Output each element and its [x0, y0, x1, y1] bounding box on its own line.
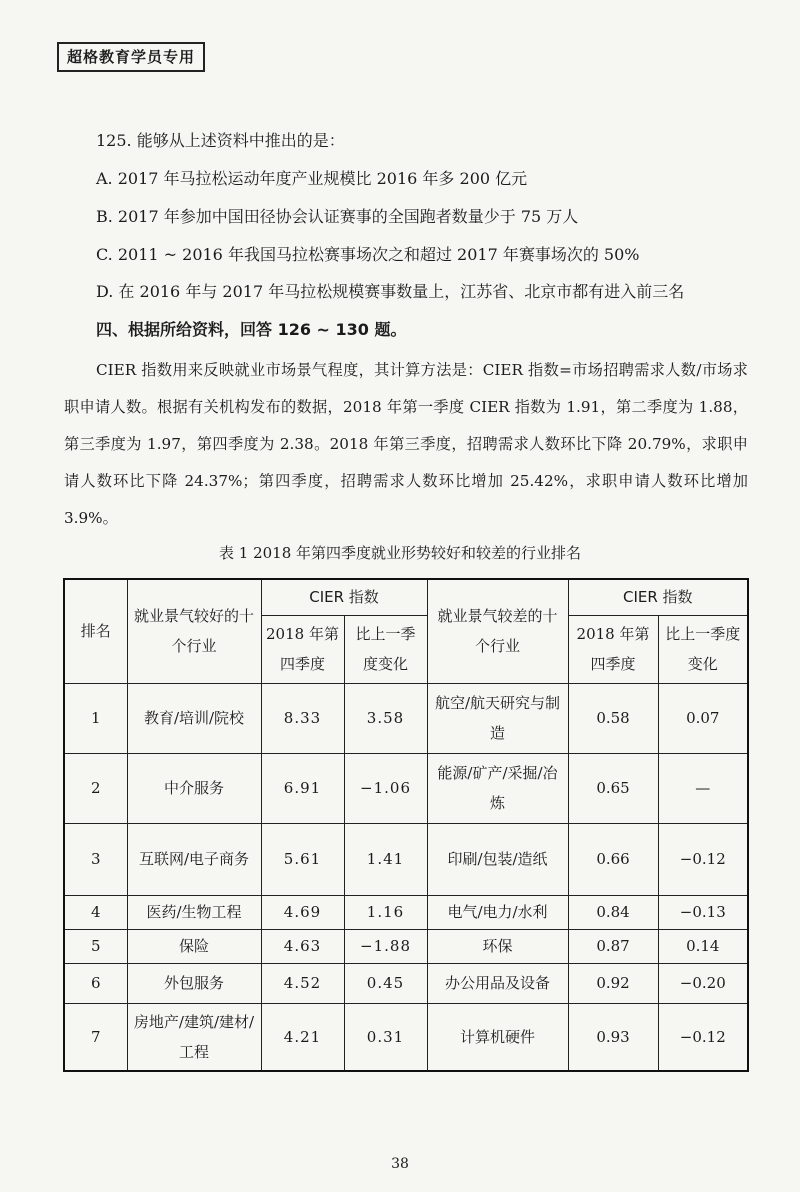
good-industry-cell: 中介服务	[127, 753, 261, 823]
table-row	[64, 963, 748, 1003]
table-row	[64, 823, 748, 895]
header-good-industries: 就业景气较好的十个行业	[127, 579, 261, 683]
bad-industry-cell: 环保	[427, 929, 568, 963]
header-q4-bad: 2018 年第四季度	[568, 615, 658, 683]
bad-q4-cell: 0.87	[568, 929, 658, 963]
good-q4-cell: 5.61	[261, 823, 344, 895]
bad-change-cell: −0.12	[658, 823, 748, 895]
bad-change-cell: 0.14	[658, 929, 748, 963]
good-industry-cell: 教育/培训/院校	[127, 683, 261, 753]
header-cier-good: CIER 指数	[261, 579, 427, 615]
header-change-good: 比上一季度变化	[344, 615, 427, 683]
good-q4-cell: 4.21	[261, 1003, 344, 1071]
option-c: C. 2011 ~ 2016 年我国马拉松赛事场次之和超过 2017 年赛事场次的 50%	[96, 245, 640, 264]
option-b: B. 2017 年参加中国田径协会认证赛事的全国跑者数量少于 75 万人	[96, 207, 579, 226]
bad-change-cell: —	[658, 753, 748, 823]
good-q4-cell: 4.52	[261, 963, 344, 1003]
good-industry-cell: 医药/生物工程	[127, 895, 261, 929]
header-q4-good: 2018 年第四季度	[261, 615, 344, 683]
good-q4-cell: 4.63	[261, 929, 344, 963]
header-bad-industries: 就业景气较差的十个行业	[427, 579, 568, 683]
good-industry-cell: 外包服务	[127, 963, 261, 1003]
table-row	[64, 895, 748, 929]
bad-q4-cell: 0.92	[568, 963, 658, 1003]
rank-cell: 1	[64, 683, 127, 753]
bad-industry-cell: 电气/电力/水利	[427, 895, 568, 929]
table-row	[64, 753, 748, 823]
bad-industry-cell: 印刷/包装/造纸	[427, 823, 568, 895]
cier-paragraph: CIER 指数用来反映就业市场景气程度，其计算方法是：CIER 指数=市场招聘需求人数/市场求职申请人数。根据有关机构发布的数据，2018 年第一季度 CIER 指数为 1.91，第二季度为 1.88，第三季度为 1.97，第四季度为 2.38。2018 年第三季度，招聘需求人数环比下降 20.79%，求职申请人数环比下降 24.37%；第四季度，招聘需求人数环比增加 25.42%，求职申请人数环比增加 3.9%。	[64, 361, 748, 527]
good-change-cell: −1.88	[344, 929, 427, 963]
rank-cell: 3	[64, 823, 127, 895]
bad-q4-cell: 0.58	[568, 683, 658, 753]
bad-q4-cell: 0.93	[568, 1003, 658, 1071]
rank-cell: 2	[64, 753, 127, 823]
good-change-cell: 0.45	[344, 963, 427, 1003]
student-use-stamp: 超格教育学员专用	[57, 42, 205, 72]
question-125-title: 125. 能够从上述资料中推出的是：	[96, 131, 345, 150]
rank-cell: 6	[64, 963, 127, 1003]
option-a: A. 2017 年马拉松运动年度产业规模比 2016 年多 200 亿元	[96, 169, 528, 188]
rank-cell: 5	[64, 929, 127, 963]
good-change-cell: 3.58	[344, 683, 427, 753]
bad-q4-cell: 0.66	[568, 823, 658, 895]
table-row	[64, 1003, 748, 1071]
table-caption: 表 1 2018 年第四季度就业形势较好和较差的行业排名	[218, 544, 582, 562]
bad-change-cell: 0.07	[658, 683, 748, 753]
bad-change-cell: −0.12	[658, 1003, 748, 1071]
bad-industry-cell: 航空/航天研究与制造	[427, 683, 568, 753]
good-change-cell: −1.06	[344, 753, 427, 823]
good-industry-cell: 房地产/建筑/建材/工程	[127, 1003, 261, 1071]
section-heading: 四、根据所给资料，回答 126 ~ 130 题。	[96, 320, 407, 339]
bad-industry-cell: 办公用品及设备	[427, 963, 568, 1003]
good-industry-cell: 保险	[127, 929, 261, 963]
good-industry-cell: 互联网/电子商务	[127, 823, 261, 895]
bad-q4-cell: 0.84	[568, 895, 658, 929]
bad-change-cell: −0.13	[658, 895, 748, 929]
header-cier-bad: CIER 指数	[568, 579, 748, 615]
table-row	[64, 683, 748, 753]
option-d: D. 在 2016 年与 2017 年马拉松规模赛事数量上，江苏省、北京市都有进入前三名	[96, 282, 685, 301]
bad-change-cell: −0.20	[658, 963, 748, 1003]
page-number: 38	[391, 1156, 409, 1172]
rank-cell: 7	[64, 1003, 127, 1071]
bad-industry-cell: 能源/矿产/采掘/冶炼	[427, 753, 568, 823]
bad-q4-cell: 0.65	[568, 753, 658, 823]
good-change-cell: 1.41	[344, 823, 427, 895]
good-q4-cell: 8.33	[261, 683, 344, 753]
table-row	[64, 929, 748, 963]
header-rank: 排名	[64, 579, 127, 683]
industry-ranking-table	[63, 578, 749, 1072]
good-q4-cell: 4.69	[261, 895, 344, 929]
good-q4-cell: 6.91	[261, 753, 344, 823]
good-change-cell: 1.16	[344, 895, 427, 929]
good-change-cell: 0.31	[344, 1003, 427, 1071]
header-change-bad: 比上一季度变化	[658, 615, 748, 683]
bad-industry-cell: 计算机硬件	[427, 1003, 568, 1071]
rank-cell: 4	[64, 895, 127, 929]
